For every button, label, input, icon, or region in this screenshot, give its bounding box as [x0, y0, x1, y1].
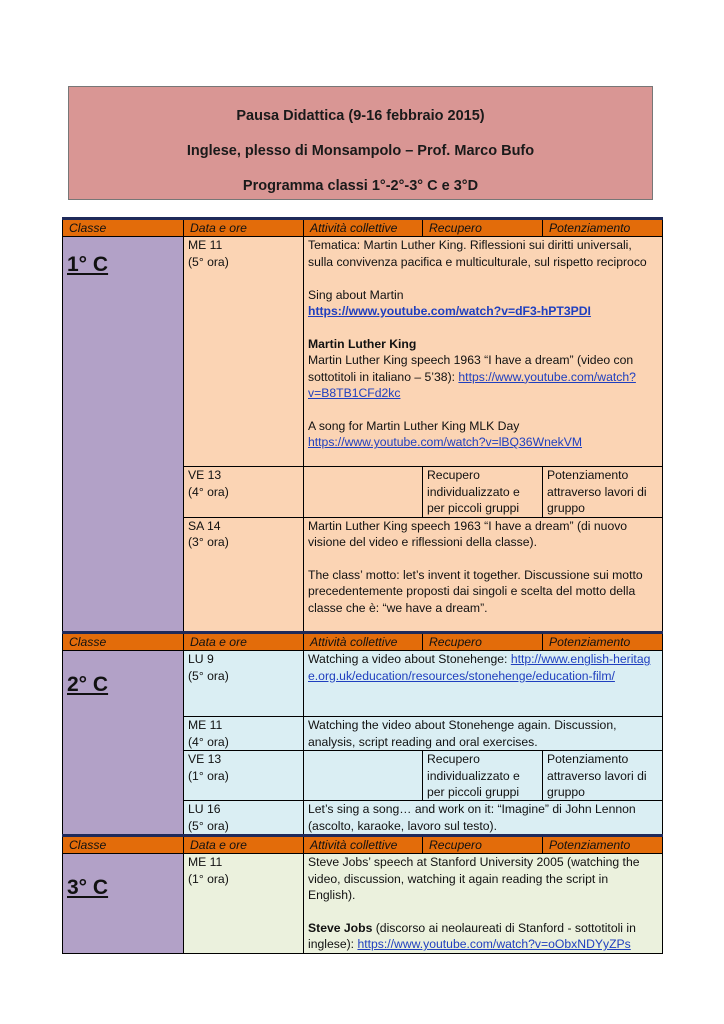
date-cell: [184, 651, 304, 717]
date-day: LU 9: [188, 652, 214, 667]
program-title: Programma classi 1°-2°-3° C e 3°D: [242, 178, 479, 194]
page-title: Pausa Didattica (9-16 febbraio 2015): [236, 108, 485, 124]
activity-cell: [304, 751, 423, 801]
activity-cell: Let’s sing a song… and work on it: “Imagine” di John Lennon (ascolto, karaoke, lavoro sul testo).: [304, 801, 663, 835]
date-cell: [184, 237, 304, 467]
recupero-cell: Recupero individualizzato e per piccoli gruppi: [423, 467, 543, 517]
date-cell: [184, 467, 304, 517]
table-row: [63, 237, 663, 467]
date-day: ME 11: [188, 855, 223, 870]
date-cell: [184, 854, 304, 953]
table-row: [63, 651, 663, 717]
col-attivita: Attività collettive: [304, 633, 423, 651]
date-day: SA 14: [188, 518, 221, 533]
col-attivita: Attività collettive: [304, 219, 423, 237]
date-cell: [184, 801, 304, 835]
class-label: 1° C: [67, 253, 109, 277]
col-data: Data e ore: [184, 219, 304, 237]
class-cell-1c: [63, 237, 184, 632]
col-recupero: Recupero: [423, 219, 543, 237]
activity-text: The class’ motto: let’s invent it together. Discussione sui motto precedentemente proposti dai singoli e scelta del motto della classe che è: “we have a dream”.: [308, 567, 643, 615]
video-link[interactable]: https://www.youtube.com/watch?v=oObxNDYyZPs: [357, 937, 631, 952]
activity-heading: Martin Luther King: [308, 336, 417, 351]
class-label: 3° C: [67, 876, 109, 900]
activity-text: Martin Luther King speech 1963 “I have a dream” (video con sottotitoli in italiano – 5’38):: [308, 353, 634, 384]
schedule-table-1c: [62, 217, 663, 633]
date-hour: (1° ora): [188, 871, 229, 886]
activity-text: Watching a video about Stonehenge:: [308, 652, 511, 667]
potenziamento-cell: Potenziamento attraverso lavori di gruppo: [543, 467, 663, 517]
video-link[interactable]: http://www.english-heritage.org.uk/education/resources/stonehenge/education-film/: [308, 652, 651, 683]
col-classe: Classe: [63, 633, 184, 651]
activity-cell: Watching the video about Stonehenge again. Discussion, analysis, script reading and oral exercises.: [304, 717, 663, 751]
date-cell: [184, 517, 304, 632]
class-label: 2° C: [67, 673, 109, 697]
date-hour: (4° ora): [188, 734, 229, 749]
class-cell-2c: [63, 651, 184, 835]
video-link[interactable]: https://www.youtube.com/watch?v=B8TB1CFd2kc: [308, 369, 636, 401]
date-hour: (5° ora): [188, 818, 229, 833]
activity-cell: [304, 237, 663, 467]
table-header-row: [63, 219, 663, 237]
date-day: ME 11: [188, 718, 223, 733]
col-recupero: Recupero: [423, 633, 543, 651]
activity-text: Sing about Martin: [308, 287, 404, 302]
date-hour: (1° ora): [188, 768, 229, 783]
date-cell: [184, 751, 304, 801]
schedule-table-2c: [62, 631, 663, 835]
date-hour: (3° ora): [188, 535, 229, 550]
col-attivita: Attività collettive: [304, 836, 423, 854]
col-potenziamento: Potenziamento: [543, 219, 663, 237]
activity-text: Steve Jobs’ speech at Stanford University 2005 (watching the video, discussion, watching it again reading the script in English).: [308, 855, 640, 903]
table-header-row: [63, 633, 663, 651]
header-box: [68, 86, 653, 200]
date-cell: [184, 717, 304, 751]
date-day: ME 11: [188, 238, 223, 253]
date-hour: (4° ora): [188, 484, 229, 499]
recupero-cell: Recupero individualizzato e per piccoli gruppi: [423, 751, 543, 801]
video-link[interactable]: https://www.youtube.com/watch?v=dF3-hPT3PDI: [308, 304, 591, 319]
date-day: VE 13: [188, 752, 222, 767]
activity-cell: [304, 854, 663, 953]
class-cell-3c: [63, 854, 184, 953]
col-classe: Classe: [63, 219, 184, 237]
video-link[interactable]: https://www.youtube.com/watch?v=lBQ36WnekVM: [308, 435, 582, 450]
col-data: Data e ore: [184, 836, 304, 854]
table-row: [63, 854, 663, 953]
date-hour: (5° ora): [188, 254, 229, 269]
activity-text: Tematica: Martin Luther King. Riflessioni sui diritti universali, sulla convivenza pacifica e multiculturale, sul rispetto reciproco: [308, 238, 647, 269]
table-header-row: [63, 836, 663, 854]
col-classe: Classe: [63, 836, 184, 854]
activity-text: (discorso ai neolaureati di Stanford - sottotitoli in inglese):: [308, 921, 636, 952]
col-data: Data e ore: [184, 633, 304, 651]
activity-text: A song for Martin Luther King MLK Day: [308, 418, 520, 433]
activity-cell: [304, 651, 663, 717]
col-potenziamento: Potenziamento: [543, 633, 663, 651]
activity-heading: Steve Jobs: [308, 921, 373, 936]
date-day: LU 16: [188, 802, 221, 817]
activity-text: Martin Luther King speech 1963 “I have a dream” (di nuovo visione del video e riflessioni della classe).: [308, 518, 628, 550]
activity-cell: [304, 517, 663, 632]
activity-cell: [304, 467, 423, 517]
col-potenziamento: Potenziamento: [543, 836, 663, 854]
date-day: VE 13: [188, 468, 222, 483]
col-recupero: Recupero: [423, 836, 543, 854]
schedule-table-3c: [62, 834, 663, 954]
potenziamento-cell: Potenziamento attraverso lavori di gruppo: [543, 751, 663, 801]
date-hour: (5° ora): [188, 668, 229, 683]
page-subtitle: Inglese, plesso di Monsampolo – Prof. Marco Bufo: [186, 143, 535, 159]
